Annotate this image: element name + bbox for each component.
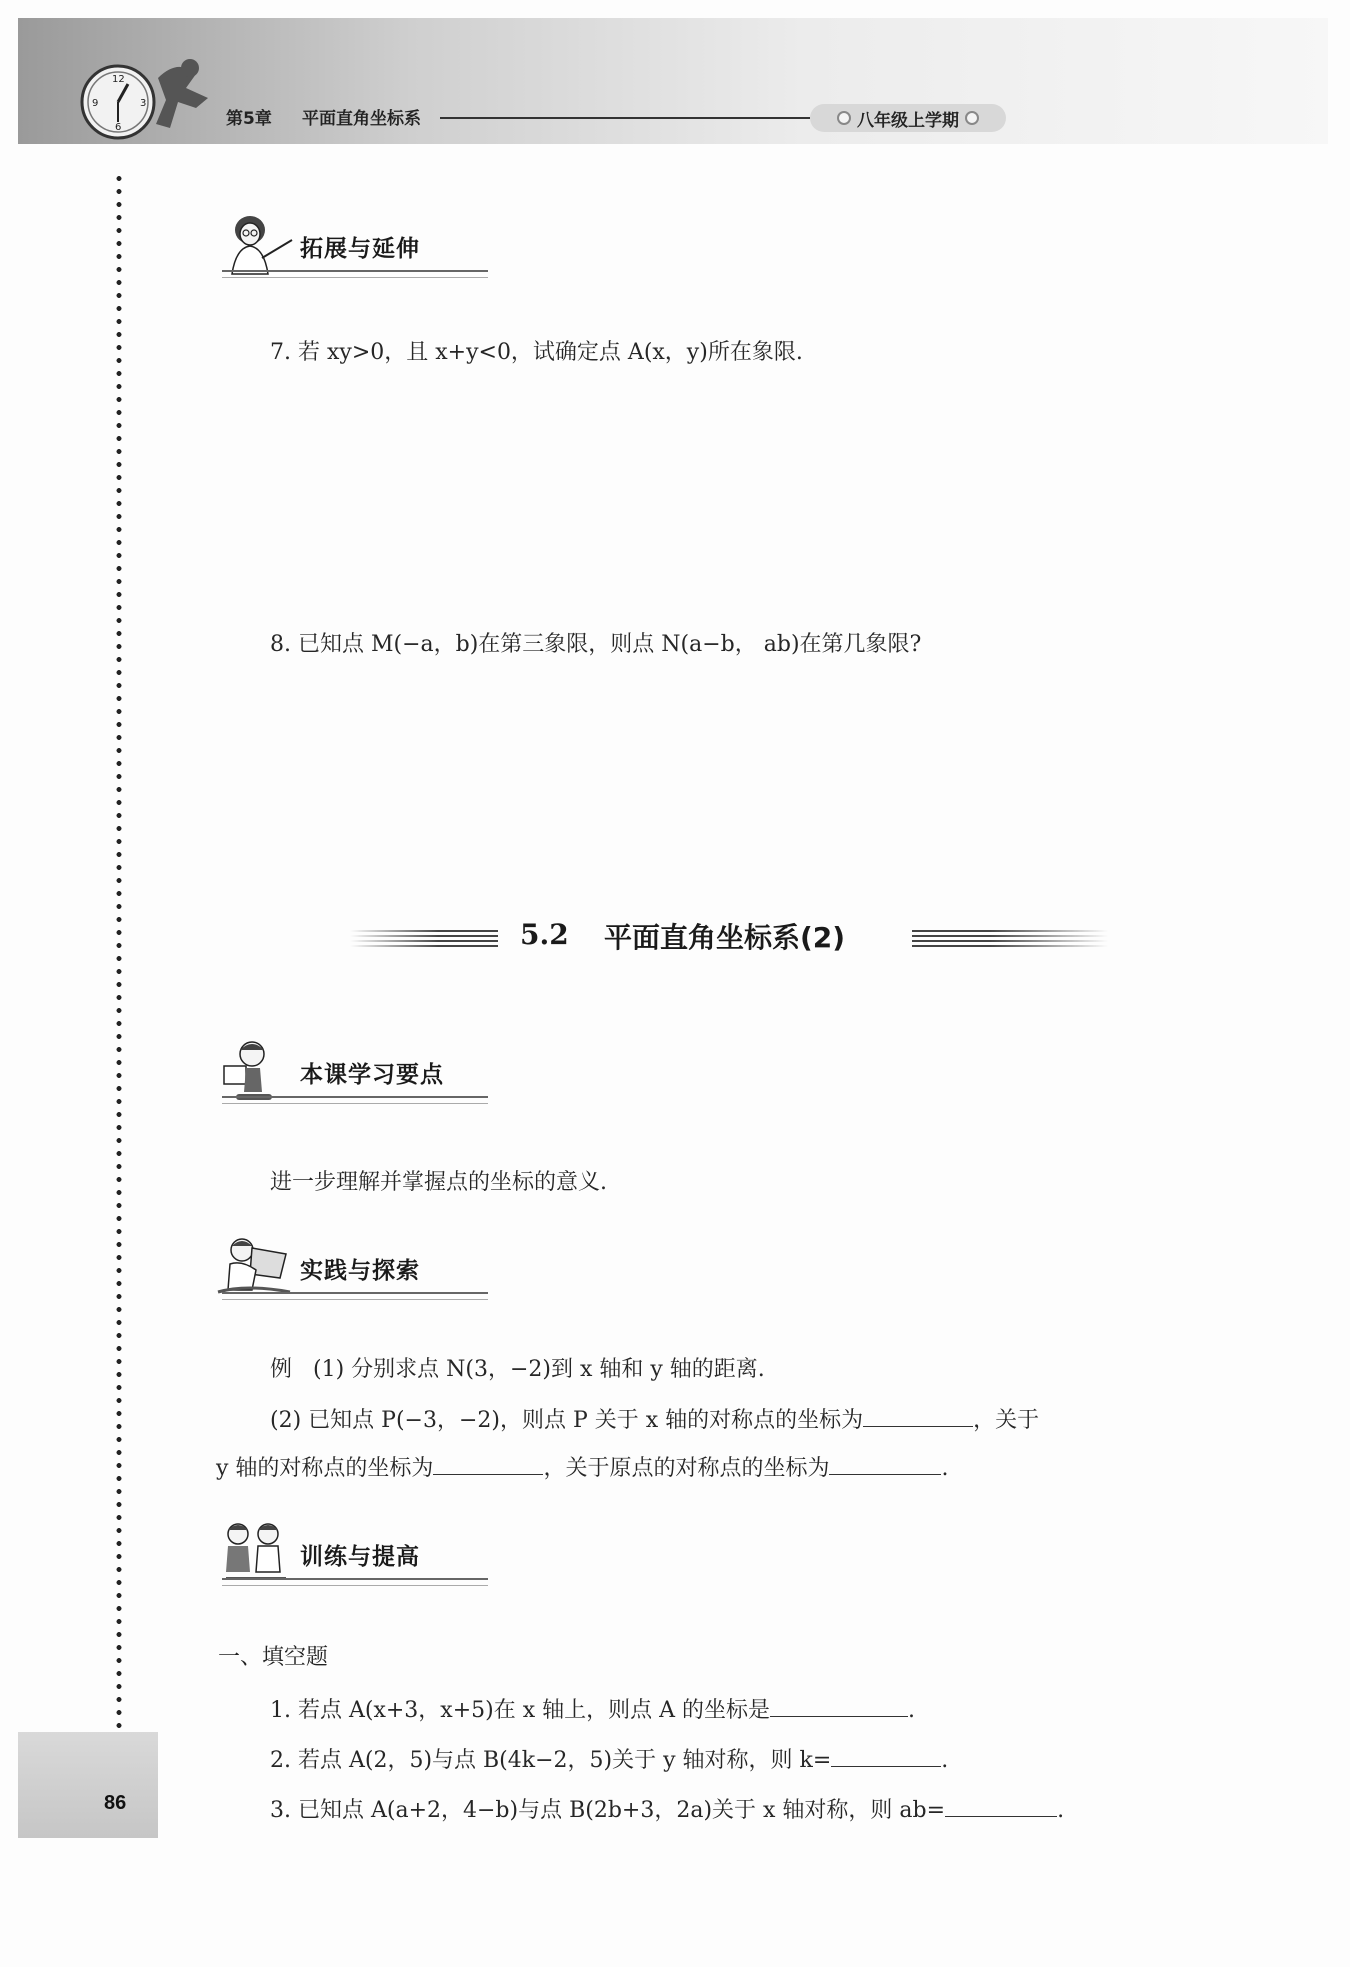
student-writing-icon: [216, 1234, 296, 1298]
example-part-2a: (2) 已知点 P(−3，−2)，则点 P 关于 x 轴的对称点的坐标为: [270, 1408, 864, 1433]
svg-text:12: 12: [112, 74, 125, 85]
keypoint-text: 进一步理解并掌握点的坐标的意义.: [270, 1170, 607, 1195]
part-title-fill-blank: 一、填空题: [218, 1645, 329, 1670]
section-title: 训练与提高: [300, 1544, 420, 1570]
grade-badge: [810, 104, 1006, 132]
example-part-2b: ，关于: [973, 1408, 1040, 1433]
answer-blank[interactable]: [831, 1740, 941, 1767]
example-part-3a: y 轴的对称点的坐标为: [216, 1456, 434, 1481]
section-underline: [222, 1096, 488, 1104]
section-banner-practice: [216, 1234, 496, 1294]
lesson-number: 5.2: [520, 918, 569, 951]
training-q3-text: 3. 已知点 A(a+2，4−b)与点 B(2b+3，2a)关于 x 轴对称，则 ab=: [270, 1798, 946, 1823]
page-number-box: [18, 1732, 158, 1838]
question-8: 8. 已知点 M(−a，b)在第三象限，则点 N(a−b， ab)在第几象限?: [270, 632, 922, 657]
section-banner-training: [216, 1520, 496, 1580]
circle-icon: [837, 111, 851, 125]
answer-blank[interactable]: [433, 1448, 543, 1475]
teacher-icon: [216, 212, 296, 276]
svg-text:6: 6: [115, 122, 122, 133]
training-q2-end: .: [941, 1748, 949, 1773]
header-rule: [440, 117, 810, 119]
example-line-1: [270, 1353, 765, 1387]
training-q3-end: .: [1057, 1798, 1065, 1823]
answer-blank[interactable]: [770, 1690, 908, 1717]
training-q1-end: .: [907, 1698, 915, 1723]
lesson-title: 平面直角坐标系(2): [604, 921, 846, 954]
section-banner-keypoints: [216, 1038, 516, 1098]
chapter-number: 第5章: [226, 109, 272, 129]
two-students-icon: [216, 1520, 296, 1584]
training-question-2: [270, 1740, 948, 1778]
training-question-1: [270, 1690, 915, 1728]
section-underline: [222, 1292, 488, 1300]
answer-blank[interactable]: [945, 1790, 1057, 1817]
question-7: 7. 若 xy>0，且 x+y<0，试确定点 A(x，y)所在象限.: [270, 340, 803, 365]
training-question-3: [270, 1790, 1064, 1828]
section-title: 拓展与延伸: [300, 236, 420, 262]
grade-label: 八年级上学期: [857, 110, 959, 131]
circle-icon: [965, 111, 979, 125]
page-number: 86: [104, 1792, 127, 1814]
example-line-2: [270, 1400, 1039, 1438]
answer-blank[interactable]: [863, 1400, 973, 1427]
heading-decoration-left: [350, 930, 498, 948]
section-underline: [222, 270, 488, 278]
clock-runner-icon: [78, 58, 248, 144]
example-part-1: (1) 分别求点 N(3，−2)到 x 轴和 y 轴的距离.: [313, 1357, 765, 1382]
heading-decoration-right: [912, 930, 1108, 948]
example-part-3b: ，关于原点的对称点的坐标为: [543, 1456, 830, 1481]
section-banner-extension: [216, 212, 496, 272]
svg-text:3: 3: [140, 98, 147, 109]
dotted-margin-line: [116, 172, 122, 1732]
training-q1-text: 1. 若点 A(x+3，x+5)在 x 轴上，则点 A 的坐标是: [270, 1698, 770, 1723]
example-label: 例: [270, 1357, 293, 1382]
section-underline: [222, 1578, 488, 1586]
section-title: 本课学习要点: [300, 1062, 444, 1088]
chapter-title: 平面直角坐标系: [302, 109, 421, 129]
svg-text:9: 9: [92, 98, 99, 109]
example-line-3: [216, 1448, 948, 1486]
section-title: 实践与探索: [300, 1258, 420, 1284]
answer-blank[interactable]: [829, 1448, 941, 1475]
training-q2-text: 2. 若点 A(2，5)与点 B(4k−2，5)关于 y 轴对称，则 k=: [270, 1748, 832, 1773]
student-reading-icon: [216, 1038, 296, 1102]
example-part-3c: .: [941, 1456, 949, 1481]
